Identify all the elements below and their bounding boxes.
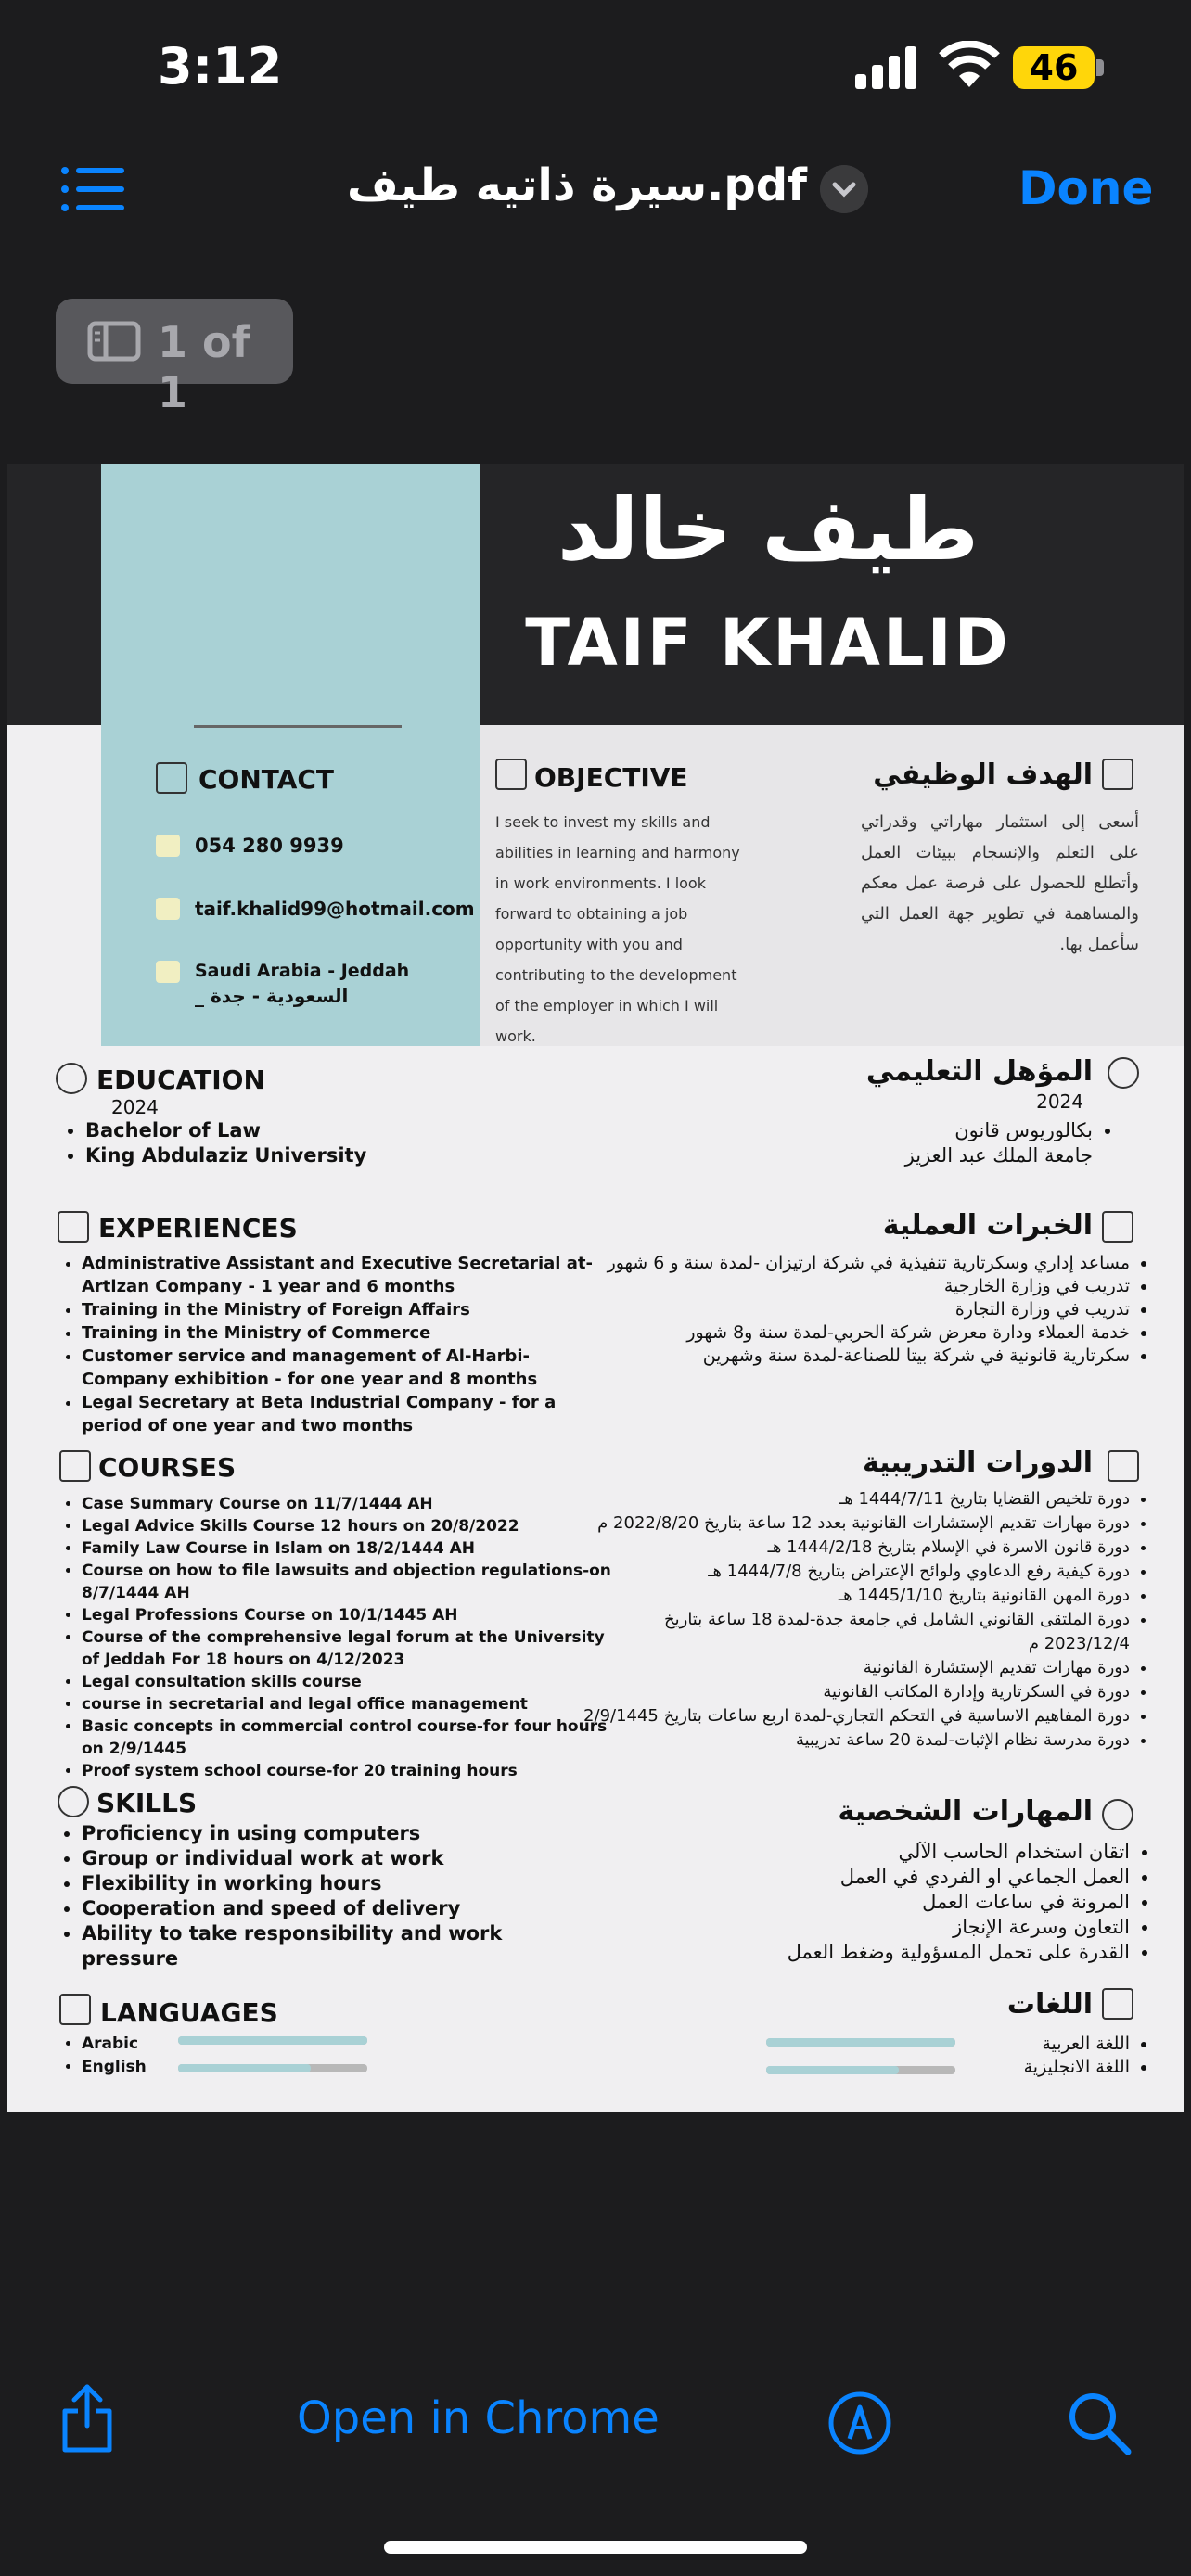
- list-item: • اتقان استخدام الحاسب الآلي: [657, 1840, 1130, 1865]
- list-item: • بكالوريوس قانون: [768, 1118, 1093, 1143]
- list-item: • دورة المفاهيم الاساسية في التحكم التجاري-لمدة اربع ساعات بتاريخ 2/9/1445: [583, 1704, 1130, 1728]
- objective-icon: [495, 759, 527, 790]
- objective-icon-ar: [1102, 759, 1133, 790]
- page-indicator[interactable]: [56, 299, 293, 417]
- list-item: • دورة تلخيص القضايا بتاريخ 1444/7/11 هـ: [583, 1487, 1130, 1511]
- education-heading: EDUCATION: [96, 1065, 265, 1095]
- list-icon[interactable]: [61, 165, 124, 213]
- contact-icon: [156, 762, 187, 794]
- briefcase-icon: [58, 1211, 89, 1243]
- experiences-list: [50, 1252, 601, 1437]
- list-item: • Family Law Course in Islam on 18/2/1444 AH: [82, 1537, 620, 1560]
- head-gear-icon-ar: [1102, 1799, 1133, 1830]
- objective-heading: OBJECTIVE: [534, 762, 688, 793]
- list-item: • القدرة على تحمل المسؤولية وضغط العمل: [657, 1940, 1130, 1965]
- list-item: • Group or individual work at work: [82, 1846, 601, 1871]
- language-icon-ar: [1102, 1988, 1133, 2020]
- list-item: • King Abdulaziz University: [85, 1143, 475, 1168]
- list-item: • Training in the Ministry of Commerce: [82, 1321, 601, 1345]
- skills-list-ar: [657, 1840, 1161, 1965]
- contact-location-en: Saudi Arabia - Jeddah: [195, 961, 410, 981]
- name-english: TAIF KHALID: [525, 605, 1011, 681]
- list-item: • Training in the Ministry of Foreign Affairs: [82, 1298, 601, 1321]
- certificate-icon: [59, 1450, 91, 1482]
- objective-text-ar: أسعى إلى استثمار مهاراتي وقدراتي على التعلم والإنسجام ببيئات العمل وأتطلع للحصول على فرصة عمل معكم والمساهمة في تطوير جهة العمل التي سأعمل بها.: [861, 812, 1139, 954]
- open-in-chrome-button[interactable]: Open in Chrome: [297, 2392, 660, 2444]
- location-icon: [156, 961, 180, 983]
- list-item: • دورة كيفية رفع الدعاوي ولوائح الإعتراض بتاريخ 1444/7/8 هـ: [583, 1560, 1130, 1584]
- list-item: • اللغة العربية: [935, 2033, 1130, 2056]
- list-item: • دورة مدرسة نظام الإثبات-لمدة 20 ساعة تدريبية: [583, 1728, 1130, 1753]
- list-item: • دورة الملتقى القانوني الشامل في جامعة جدة-لمدة 18 ساعة بتاريخ 2023/12/4 م: [583, 1608, 1130, 1656]
- list-item: • Legal consultation skills course: [82, 1671, 620, 1693]
- list-item: • Customer service and management of Al-Harbi-Company exhibition - for one year and 8 months: [82, 1345, 601, 1391]
- chevron-down-icon[interactable]: [820, 165, 868, 213]
- experiences-heading: EXPERIENCES: [98, 1213, 298, 1243]
- experiences-list-ar: [592, 1252, 1161, 1368]
- done-button[interactable]: Done: [1018, 161, 1154, 215]
- list-item: • سكرتارية قانونية في شركة بيتا للصناعة-لمدة سنة وشهرين: [592, 1345, 1130, 1368]
- list-item: • Course on how to file lawsuits and objection regulations-on 8/7/1444 AH: [82, 1560, 620, 1604]
- email-icon: [156, 898, 180, 920]
- graduation-cap-icon: [56, 1063, 87, 1094]
- contact-phone: 054 280 9939: [195, 835, 344, 857]
- skills-heading-ar: المهارات الشخصية: [838, 1795, 1093, 1828]
- pdf-page[interactable]: [7, 464, 1184, 2112]
- list-item: • التعاون وسرعة الإنجاز: [657, 1915, 1130, 1940]
- list-item: • Cooperation and speed of delivery: [82, 1896, 601, 1921]
- battery-indicator: 46: [1013, 46, 1095, 89]
- list-item: • Proof system school course-for 20 training hours: [82, 1760, 620, 1782]
- list-item: • Legal Professions Course on 10/1/1445 AH: [82, 1604, 620, 1626]
- status-time: 3:12: [158, 37, 283, 96]
- language-bar-fill: [766, 2038, 955, 2047]
- objective-heading-ar: الهدف الوظيفي: [873, 759, 1093, 791]
- nav-bar: [0, 148, 1191, 232]
- list-item: • Administrative Assistant and Executive Secretarial at-Artizan Company - 1 year and 6 months: [82, 1252, 601, 1298]
- contact-email: taif.khalid99@hotmail.com: [195, 898, 475, 920]
- battery-tip: [1096, 59, 1104, 76]
- list-item: • Arabic: [82, 2033, 230, 2056]
- courses-heading: COURSES: [98, 1452, 237, 1483]
- list-item: • اللغة الانجليزية: [935, 2056, 1130, 2079]
- briefcase-icon-ar: [1102, 1211, 1133, 1243]
- education-list: [54, 1118, 475, 1168]
- certificate-icon-ar: [1108, 1450, 1139, 1482]
- courses-list: [50, 1493, 620, 1782]
- list-item: • دورة المهن القانونية بتاريخ 1445/1/10 هـ: [583, 1584, 1130, 1608]
- page-indicator-label: 1 of 1: [158, 317, 250, 417]
- status-bar: [0, 0, 1191, 139]
- languages-heading: LANGUAGES: [100, 1997, 278, 2028]
- list-item: • العمل الجماعي او الفردي في العمل: [657, 1865, 1130, 1890]
- list-item: • Proficiency in using computers: [82, 1821, 601, 1846]
- list-item: • دورة مهارات تقديم الإستشارة القانونية: [583, 1656, 1130, 1680]
- experiences-heading-ar: الخبرات العملية: [882, 1209, 1093, 1242]
- markup-icon[interactable]: [827, 2391, 892, 2455]
- courses-heading-ar: الدورات التدريبية: [862, 1447, 1093, 1479]
- courses-list-ar: [583, 1487, 1161, 1753]
- list-item: • course in secretarial and legal office management: [82, 1693, 620, 1715]
- language-icon: [59, 1994, 91, 2025]
- list-item: • Basic concepts in commercial control course-for four hours on 2/9/1445: [82, 1715, 620, 1760]
- list-item: • English: [82, 2056, 230, 2079]
- divider: [194, 725, 402, 728]
- list-item: • دورة قانون الاسرة في الإسلام بتاريخ 1444/2/18 هـ: [583, 1536, 1130, 1560]
- education-year-ar: 2024: [1036, 1090, 1083, 1113]
- list-item: • تدريب في وزارة الخارجية: [592, 1275, 1130, 1298]
- education-year: 2024: [111, 1096, 159, 1118]
- education-heading-ar: المؤهل التعليمي: [865, 1055, 1093, 1088]
- language-bar-fill: [178, 2064, 311, 2072]
- list-item: • Ability to take responsibility and work pressure: [82, 1921, 601, 1971]
- list-item: جامعة الملك عبد العزيز: [904, 1144, 1093, 1167]
- list-item: • Bachelor of Law: [85, 1118, 475, 1143]
- languages-list-ar: [935, 2033, 1161, 2079]
- list-item: • Flexibility in working hours: [82, 1871, 601, 1896]
- document-title[interactable]: سيرة ذاتيه طيف.pdf: [346, 159, 807, 211]
- contact-panel: [101, 464, 480, 1046]
- languages-heading-ar: اللغات: [1006, 1988, 1093, 2021]
- sidebar-icon: [87, 321, 141, 362]
- search-icon[interactable]: [1067, 2391, 1132, 2455]
- objective-text-en: I seek to invest my skills and abilities in learning and harmony in work environments. I look forward to obtaining a job opportunity with you and contributing to the development of the employer in which I will work.: [495, 813, 740, 1045]
- list-item: • Legal Secretary at Beta Industrial Company - for a period of one year and two months: [82, 1391, 601, 1437]
- list-item: • Legal Advice Skills Course 12 hours on 20/8/2022: [82, 1515, 620, 1537]
- share-icon[interactable]: [59, 2383, 115, 2454]
- name-arabic: طيف خالد: [557, 480, 980, 580]
- list-item: • Case Summary Course on 11/7/1444 AH: [82, 1493, 620, 1515]
- contact-location-ar: السعودية - جدة _: [195, 985, 349, 1007]
- list-item: • دورة مهارات تقديم الإستشارات القانونية بعدد 12 ساعة بتاريخ 2022/8/20 م: [583, 1511, 1130, 1536]
- head-gear-icon: [58, 1786, 89, 1817]
- language-bar-fill: [766, 2066, 899, 2074]
- list-item: • مساعد إداري وسكرتارية تنفيذية في شركة ارتيزان -لمدة سنة و 6 شهور: [592, 1252, 1130, 1275]
- wifi-icon: [939, 41, 1000, 89]
- skills-list: [50, 1821, 601, 1971]
- list-item: • المرونة في ساعات العمل: [657, 1890, 1130, 1915]
- list-item: • Course of the comprehensive legal forum at the University of Jeddah For 18 hours on 4/12/2023: [82, 1626, 620, 1671]
- skills-heading: SKILLS: [96, 1788, 198, 1818]
- phone-icon: [156, 835, 180, 857]
- language-bar-fill: [178, 2036, 367, 2045]
- list-item: • تدريب في وزارة التجارة: [592, 1298, 1130, 1321]
- contact-heading: CONTACT: [198, 764, 335, 795]
- list-item: • خدمة العملاء ودارة معرض شركة الحربي-لمدة سنة و8 شهور: [592, 1321, 1130, 1345]
- graduation-cap-icon-ar: [1108, 1057, 1139, 1089]
- education-list-ar: [768, 1118, 1124, 1168]
- home-indicator: [384, 2541, 807, 2554]
- list-item: • دورة في السكرتارية وإدارة المكاتب القانونية: [583, 1680, 1130, 1704]
- signal-icon: [855, 46, 920, 89]
